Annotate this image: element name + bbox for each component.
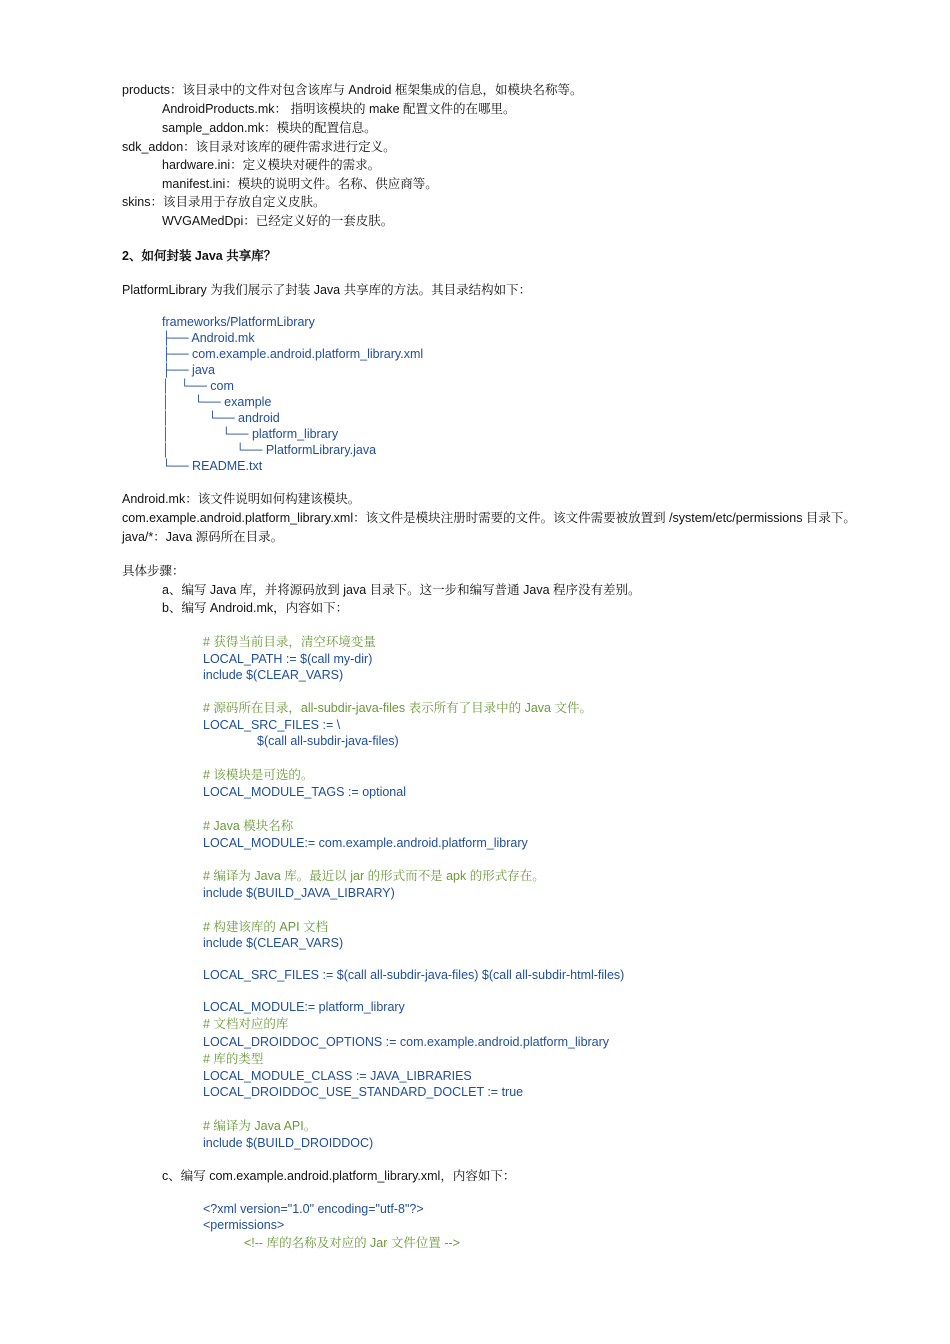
code-line: $(call all-subdir-java-files) (257, 734, 399, 748)
code-comment: # 该模块是可选的。 (203, 768, 314, 782)
list-item-products: products：该目录中的文件对包含该库与 Android 框架集成的信息，如模块名称等。 (122, 83, 583, 97)
intro-paragraph: PlatformLibrary 为我们展示了封装 Java 共享库的方法。其目录结构如下： (122, 283, 532, 297)
tree-node: │ └── platform_library (162, 427, 339, 441)
code-comment: # 获得当前目录，清空环境变量 (203, 635, 376, 649)
code-line: LOCAL_MODULE_CLASS := JAVA_LIBRARIES (203, 1069, 472, 1083)
tree-node: │ └── com (162, 379, 234, 393)
list-item-hardware-ini: hardware.ini：定义模块对硬件的需求。 (162, 158, 381, 172)
step-a: a、编写 Java 库，并将源码放到 java 目录下。这一步和编写普通 Java 程序没有差别。 (162, 583, 641, 597)
code-line: LOCAL_MODULE_TAGS := optional (203, 785, 406, 799)
code-line: <permissions> (203, 1218, 285, 1232)
code-line: include $(BUILD_JAVA_LIBRARY) (203, 886, 395, 900)
tree-node: │ └── android (162, 411, 280, 425)
code-line: LOCAL_SRC_FILES := \ (203, 718, 341, 732)
code-comment: # 编译为 Java API。 (203, 1119, 317, 1133)
code-comment: # 源码所在目录，all-subdir-java-files 表示所有了目录中的 Java 文件。 (203, 701, 592, 715)
tree-node: │ └── PlatformLibrary.java (162, 443, 377, 457)
section-heading: 2、如何封装 Java 共享库？ (122, 249, 277, 263)
code-line: LOCAL_PATH := $(call my-dir) (203, 652, 373, 666)
code-line: LOCAL_DROIDDOC_USE_STANDARD_DOCLET := true (203, 1085, 524, 1099)
code-line: LOCAL_MODULE:= platform_library (203, 1000, 405, 1014)
code-comment: # 构建该库的 API 文档 (203, 920, 329, 934)
steps-label: 具体步骤： (122, 564, 185, 578)
list-item-sample-addon: sample_addon.mk：模块的配置信息。 (162, 121, 377, 135)
code-comment: <!-- 库的名称及对应的 Jar 文件位置 --> (244, 1236, 460, 1250)
list-item-wvgameddpi: WVGAMedDpi：已经定义好的一套皮肤。 (162, 214, 394, 228)
list-item-manifest-ini: manifest.ini：模块的说明文件。名称、供应商等。 (162, 177, 438, 191)
description-xml-file: com.example.android.platform_library.xml：该文件是模块注册时需要的文件。该文件需要被放置到 /system/etc/permissions 目录下。 (122, 511, 856, 525)
code-line: <?xml version="1.0" encoding="utf-8"?> (203, 1202, 424, 1216)
code-comment: # 库的类型 (203, 1052, 264, 1066)
code-line: LOCAL_DROIDDOC_OPTIONS := com.example.android.platform_library (203, 1035, 610, 1049)
tree-node: └── README.txt (162, 459, 263, 473)
tree-node: ├── Android.mk (162, 331, 255, 345)
tree-node-root: frameworks/PlatformLibrary (162, 315, 315, 329)
code-comment: # 文档对应的库 (203, 1017, 289, 1031)
code-line: include $(BUILD_DROIDDOC) (203, 1136, 374, 1150)
code-comment: # 编译为 Java 库。最近以 jar 的形式而不是 apk 的形式存在。 (203, 869, 545, 883)
code-line: LOCAL_MODULE:= com.example.android.platform_library (203, 836, 528, 850)
list-item-skins: skins：该目录用于存放自定义皮肤。 (122, 195, 326, 209)
step-c: c、编写 com.example.android.platform_library.xml，内容如下： (162, 1169, 516, 1183)
code-line: LOCAL_SRC_FILES := $(call all-subdir-java-files) $(call all-subdir-html-files) (203, 968, 625, 982)
tree-node: ├── java (162, 363, 215, 377)
description-java-dir: java/*：Java 源码所在目录。 (122, 530, 284, 544)
code-line: include $(CLEAR_VARS) (203, 936, 344, 950)
tree-node: ├── com.example.android.platform_library.xml (162, 347, 424, 361)
tree-node: │ └── example (162, 395, 272, 409)
list-item-sdk-addon: sdk_addon：该目录对该库的硬件需求进行定义。 (122, 140, 396, 154)
code-comment: # Java 模块名称 (203, 819, 294, 833)
list-item-androidproducts: AndroidProducts.mk： 指明该模块的 make 配置文件的在哪里。 (162, 102, 516, 116)
step-b: b、编写 Android.mk，内容如下： (162, 601, 349, 615)
description-android-mk: Android.mk：该文件说明如何构建该模块。 (122, 492, 361, 506)
code-line: include $(CLEAR_VARS) (203, 668, 344, 682)
